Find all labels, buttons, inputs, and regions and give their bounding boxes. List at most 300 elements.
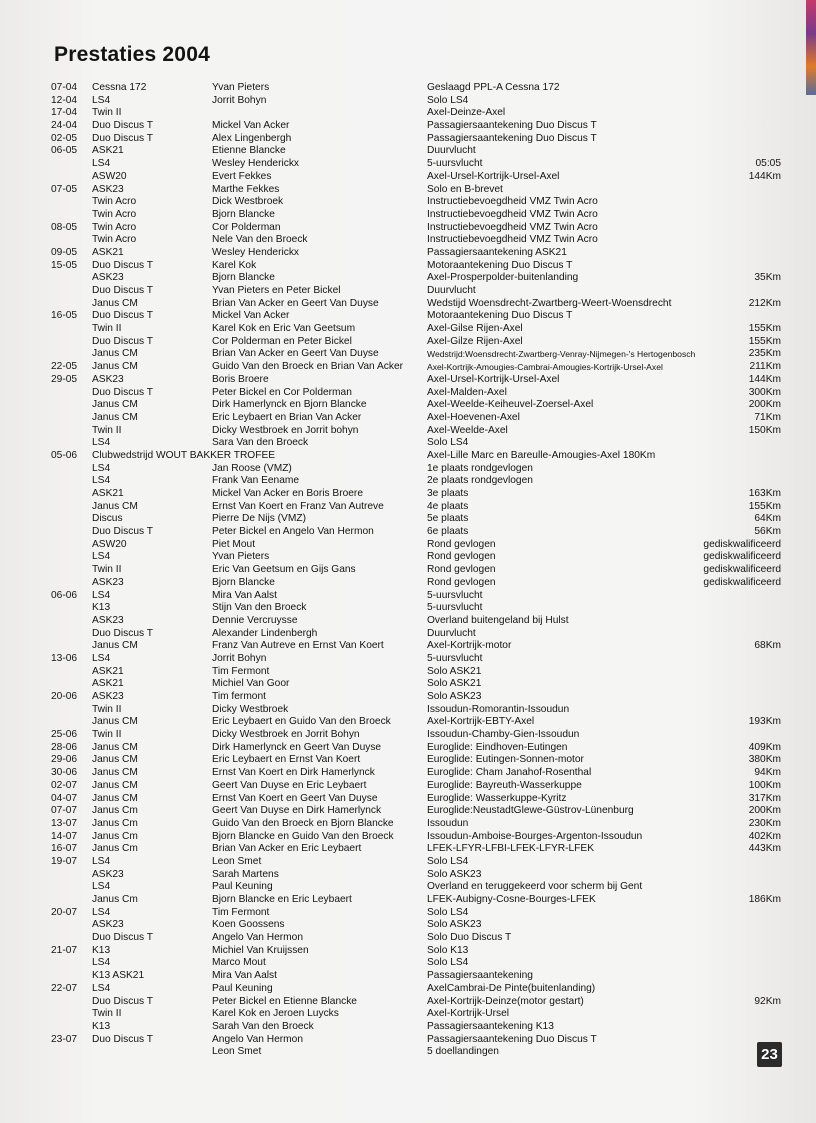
- table-row: [51, 907, 781, 920]
- table-row: [51, 463, 781, 476]
- row-aircraft: Duo Discus T: [92, 932, 153, 944]
- row-pilots: Angelo Van Hermon: [212, 932, 303, 944]
- row-remark: Wedstijd Woensdrecht-Zwartberg-Weert-Woensdrecht: [427, 297, 672, 309]
- row-aircraft: Janus CM: [92, 779, 138, 791]
- row-pilots: Stijn Van den Broeck: [212, 602, 307, 614]
- row-aircraft: Duo Discus T: [92, 627, 153, 639]
- row-date: 20-06: [51, 691, 78, 702]
- table-row: [51, 158, 781, 171]
- row-pilots: Cor Polderman: [212, 221, 281, 233]
- row-remark: 3e plaats: [427, 488, 469, 499]
- row-aircraft: ASW20: [92, 538, 127, 550]
- row-distance: 92Km: [754, 995, 781, 1007]
- table-row: [51, 590, 781, 603]
- table-row: [51, 818, 781, 831]
- row-aircraft: Janus CM: [92, 767, 138, 779]
- row-distance: 05:05: [755, 158, 781, 170]
- row-distance: 163Km: [748, 488, 781, 499]
- row-aircraft: LS4: [92, 551, 111, 563]
- row-pilots: Etienne Blancke: [212, 145, 286, 157]
- row-aircraft: Janus Cm: [92, 894, 138, 905]
- row-pilots: Sara Van den Broeck: [212, 437, 309, 449]
- row-remark: Solo ASK21: [427, 665, 482, 677]
- row-pilots: Karel Kok en Jeroen Luycks: [212, 1008, 339, 1020]
- row-remark: Euroglide: Cham Janahof-Rosenthal: [427, 767, 592, 779]
- row-remark: Axel-Ursel-Kortrijk-Ursel-Axel: [427, 170, 560, 182]
- row-pilots: Karel Kok en Eric Van Geetsum: [212, 323, 356, 335]
- row-aircraft: Duo Discus T: [92, 335, 153, 347]
- row-remark: Overland en teruggekeerd voor scherm bij Gent: [427, 881, 643, 893]
- row-remark: Duurvlucht: [427, 145, 476, 157]
- row-aircraft: Twin Acro: [92, 234, 137, 246]
- row-pilots: Wesley Henderickx: [212, 158, 300, 170]
- table-row: [51, 754, 781, 767]
- table-row: [51, 970, 781, 983]
- page-title: Prestaties 2004: [54, 43, 210, 66]
- row-remark: Passagiersaantekening ASK21: [427, 246, 567, 258]
- row-remark: 4e plaats: [427, 500, 469, 512]
- row-distance: 317Km: [748, 792, 781, 804]
- row-date: 14-07: [51, 830, 78, 842]
- row-remark: Axel-Deinze-Axel: [427, 107, 506, 119]
- row-pilots: Dirk Hamerlynck en Bjorn Blancke: [212, 399, 367, 411]
- table-row: [51, 412, 781, 425]
- row-pilots: Leon Smet: [212, 1046, 262, 1058]
- row-pilots: Guido Van den Broeck en Brian Van Acker: [212, 361, 404, 373]
- row-remark: Solo Duo Discus T: [427, 932, 512, 944]
- row-remark: Rond gevlogen: [427, 576, 496, 588]
- row-aircraft: Janus Cm: [92, 830, 138, 842]
- row-remark: LFEK-Aubigny-Cosne-Bourges-LFEK: [427, 894, 596, 905]
- row-remark: Axel-Malden-Axel: [427, 386, 507, 398]
- row-remark: Solo ASK23: [427, 919, 482, 931]
- table-row: [51, 577, 781, 590]
- row-remark: 5-uursvlucht: [427, 652, 483, 664]
- row-aircraft: ASK21: [92, 488, 124, 499]
- row-aircraft: Twin II: [92, 424, 122, 436]
- row-aircraft: ASK23: [92, 691, 124, 702]
- table-row: [51, 1008, 781, 1021]
- row-date: 05-06: [51, 449, 78, 461]
- row-aircraft: ASK23: [92, 272, 124, 284]
- row-pilots: Mickel Van Acker en Boris Broere: [212, 488, 363, 499]
- row-distance: 155Km: [748, 500, 781, 512]
- row-pilots: Dick Westbroek: [212, 196, 284, 208]
- row-aircraft: Twin II: [92, 1008, 122, 1020]
- row-aircraft: ASK23: [92, 614, 124, 626]
- row-pilots: Eric Leybaert en Brian Van Acker: [212, 411, 362, 423]
- row-date: 25-06: [51, 729, 78, 741]
- table-row: [51, 387, 781, 400]
- row-pilots: Geert Van Duyse en Dirk Hamerlynck: [212, 805, 382, 817]
- row-pilots: Bjorn Blancke: [212, 208, 275, 220]
- row-distance: 186Km: [748, 894, 781, 905]
- row-aircraft: LS4: [92, 158, 111, 170]
- row-pilots: Sarah Martens: [212, 868, 279, 880]
- row-remark: AxelCambrai-De Pinte(buitenlanding): [427, 982, 596, 994]
- row-pilots: Jan Roose (VMZ): [212, 462, 292, 474]
- row-pilots: Tim Fermont: [212, 665, 270, 677]
- row-aircraft: Duo Discus T: [92, 526, 153, 538]
- row-aircraft: ASK21: [92, 145, 124, 157]
- row-distance: 200Km: [748, 805, 781, 817]
- row-remark: Euroglide: Eindhoven-Eutingen: [427, 741, 568, 753]
- row-pilots: Peter Bickel en Etienne Blancke: [212, 995, 357, 1007]
- table-row: [51, 945, 781, 958]
- row-pilots: Bjorn Blancke en Guido Van den Broeck: [212, 830, 394, 842]
- row-aircraft: ASK23: [92, 373, 124, 385]
- row-distance: 71Km: [754, 411, 781, 423]
- row-remark: Euroglide: Bayreuth-Wasserkuppe: [427, 779, 582, 791]
- row-remark: Rond gevlogen: [427, 564, 496, 576]
- table-row: [51, 983, 781, 996]
- row-aircraft: LS4: [92, 855, 111, 867]
- row-date: 07-07: [51, 805, 78, 817]
- table-row: [51, 234, 781, 247]
- row-remark: Axel-Prosperpolder-buitenlanding: [427, 272, 579, 284]
- row-pilots: Guido Van den Broeck en Bjorn Blancke: [212, 817, 394, 829]
- row-aircraft: ASK21: [92, 678, 124, 690]
- row-remark: Rond gevlogen: [427, 538, 496, 550]
- row-date: 20-07: [51, 906, 78, 918]
- table-row: [51, 323, 781, 336]
- table-row: [51, 399, 781, 412]
- table-row: [51, 805, 781, 818]
- table-row: [51, 831, 781, 844]
- row-aircraft: Clubwedstrijd WOUT BAKKER TROFEE: [92, 449, 276, 461]
- table-row: [51, 894, 781, 907]
- row-aircraft: ASK23: [92, 919, 124, 931]
- table-row: [51, 1021, 781, 1034]
- row-date: 16-05: [51, 310, 78, 322]
- row-date: 22-07: [51, 982, 78, 994]
- table-row: [51, 475, 781, 488]
- row-distance: gediskwalificeerd: [703, 576, 781, 588]
- row-remark: 6e plaats: [427, 526, 469, 538]
- row-remark: Axel-Ursel-Kortrijk-Ursel-Axel: [427, 373, 560, 385]
- table-row: [51, 615, 781, 628]
- row-distance: 150Km: [748, 424, 781, 436]
- row-remark: Axel-Kortrijk-EBTY-Axel: [427, 716, 535, 728]
- row-aircraft: Twin II: [92, 703, 122, 715]
- table-row: [51, 716, 781, 729]
- row-remark: 5-uursvlucht: [427, 158, 483, 170]
- row-remark: Axel-Kortrijk-Deinze(motor gestart): [427, 995, 584, 1007]
- table-row: [51, 1046, 781, 1059]
- row-remark: Issoudun-Chamby-Gien-Issoudun: [427, 729, 580, 741]
- row-pilots: Franz Van Autreve en Ernst Van Koert: [212, 640, 384, 652]
- row-remark: Instructiebevoegdheid VMZ Twin Acro: [427, 234, 598, 246]
- row-pilots: Wesley Henderickx: [212, 246, 300, 258]
- table-row: [51, 222, 781, 235]
- row-date: 04-07: [51, 792, 78, 804]
- row-pilots: Brian Van Acker en Eric Leybaert: [212, 843, 362, 855]
- row-aircraft: Twin II: [92, 107, 122, 119]
- table-row: [51, 120, 781, 133]
- row-pilots: Dicky Westbroek: [212, 703, 289, 715]
- row-pilots: Mira Van Aalst: [212, 589, 277, 601]
- table-row: [51, 653, 781, 666]
- table-row: [51, 767, 781, 780]
- row-remark: Solo K13: [427, 944, 469, 956]
- row-date: 12-04: [51, 94, 78, 106]
- table-row: [51, 996, 781, 1009]
- row-remark: Motoraantekening Duo Discus T: [427, 259, 573, 271]
- row-date: 07-04: [51, 82, 78, 93]
- table-row: [51, 298, 781, 311]
- row-pilots: Brian Van Acker en Geert Van Duyse: [212, 348, 379, 360]
- row-aircraft: Duo Discus T: [92, 132, 153, 144]
- row-remark: Axel-Gilze Rijen-Axel: [427, 335, 523, 347]
- row-aircraft: Duo Discus T: [92, 259, 153, 271]
- row-date: 16-07: [51, 843, 78, 855]
- row-distance: 235Km: [748, 348, 781, 360]
- table-row: [51, 602, 781, 615]
- row-distance: 35Km: [754, 272, 781, 284]
- row-distance: 230Km: [748, 817, 781, 829]
- row-pilots: Paul Keuning: [212, 881, 273, 893]
- row-date: 29-06: [51, 754, 78, 766]
- row-pilots: Geert Van Duyse en Eric Leybaert: [212, 779, 367, 791]
- row-remark: Solo LS4: [427, 957, 469, 969]
- row-date: 23-07: [51, 1033, 78, 1045]
- table-row: [51, 501, 781, 514]
- row-distance: 200Km: [748, 399, 781, 411]
- table-row: [51, 133, 781, 146]
- row-aircraft: LS4: [92, 462, 111, 474]
- row-date: 06-05: [51, 145, 78, 157]
- row-aircraft: LS4: [92, 982, 111, 994]
- table-row: [51, 729, 781, 742]
- row-remark: Passagiersaantekening Duo Discus T: [427, 120, 597, 132]
- table-row: [51, 856, 781, 869]
- row-aircraft: Duo Discus T: [92, 386, 153, 398]
- row-date: 24-04: [51, 120, 78, 132]
- table-row: [51, 628, 781, 641]
- row-remark: Solo ASK21: [427, 678, 482, 690]
- row-aircraft: ASK21: [92, 246, 124, 258]
- table-row: [51, 666, 781, 679]
- table-row: [51, 247, 781, 260]
- row-remark: Duurvlucht: [427, 627, 476, 639]
- table-row: [51, 1034, 781, 1047]
- row-pilots: Peter Bickel en Angelo Van Hermon: [212, 526, 374, 538]
- row-remark: Issoudun-Amboise-Bourges-Argenton-Issoudun: [427, 830, 643, 842]
- row-pilots: Yvan Pieters: [212, 551, 270, 563]
- row-pilots: Ernst Van Koert en Franz Van Autreve: [212, 500, 384, 512]
- row-aircraft: K13: [92, 602, 111, 614]
- row-pilots: Leon Smet: [212, 855, 262, 867]
- row-remark: Solo ASK23: [427, 868, 482, 880]
- row-aircraft: ASK23: [92, 868, 124, 880]
- row-aircraft: LS4: [92, 881, 111, 893]
- row-pilots: Ernst Van Koert en Dirk Hamerlynck: [212, 767, 375, 779]
- row-pilots: Marco Mout: [212, 957, 266, 969]
- row-remark: 5-uursvlucht: [427, 602, 483, 614]
- row-remark: Axel-Kortrijk-Ursel: [427, 1008, 510, 1020]
- row-date: 09-05: [51, 246, 78, 258]
- row-remark: Issoudun-Romorantin-Issoudun: [427, 703, 570, 715]
- row-distance: 193Km: [748, 716, 781, 728]
- row-remark: Axel-Kortrijk-Amougies-Cambrai-Amougies-Kortrijk-Ursel-Axel: [427, 362, 663, 373]
- row-pilots: Bjorn Blancke en Eric Leybaert: [212, 894, 352, 905]
- row-remark: Solo LS4: [427, 94, 469, 106]
- row-aircraft: LS4: [92, 589, 111, 601]
- row-date: 02-07: [51, 779, 78, 791]
- row-pilots: Koen Goossens: [212, 919, 285, 931]
- table-row: [51, 780, 781, 793]
- row-aircraft: ASK21: [92, 665, 124, 677]
- row-pilots: Paul Keuning: [212, 982, 273, 994]
- row-date: 13-07: [51, 817, 78, 829]
- row-aircraft: ASK23: [92, 576, 124, 588]
- row-date: 13-06: [51, 652, 78, 664]
- table-row: [51, 95, 781, 108]
- row-aircraft: Janus CM: [92, 411, 138, 423]
- color-stripe: [806, 0, 816, 95]
- row-aircraft: Janus Cm: [92, 817, 138, 829]
- row-date: 15-05: [51, 259, 78, 271]
- table-row: [51, 260, 781, 273]
- row-aircraft: Twin II: [92, 729, 122, 741]
- row-remark: 2e plaats rondgevlogen: [427, 475, 533, 487]
- row-aircraft: Twin II: [92, 564, 122, 576]
- row-remark: Solo LS4: [427, 437, 469, 449]
- row-distance: 94Km: [754, 767, 781, 779]
- row-pilots: Dicky Westbroek en Jorrit Bohyn: [212, 729, 360, 741]
- row-aircraft: Twin Acro: [92, 196, 137, 208]
- page-number: 23: [757, 1042, 782, 1067]
- row-pilots: Alexander Lindenbergh: [212, 627, 318, 639]
- row-aircraft: Janus Cm: [92, 805, 138, 817]
- row-aircraft: Janus Cm: [92, 843, 138, 855]
- row-pilots: Brian Van Acker en Geert Van Duyse: [212, 297, 379, 309]
- row-aircraft: Janus CM: [92, 348, 138, 360]
- row-remark: Axel-Lille Marc en Bareulle-Amougies-Axel 180Km: [427, 449, 656, 461]
- row-distance: 100Km: [748, 779, 781, 791]
- row-remark: Axel-Gilse Rijen-Axel: [427, 323, 523, 335]
- row-distance: 409Km: [748, 741, 781, 753]
- row-pilots: Bjorn Blancke: [212, 272, 275, 284]
- row-pilots: Dirk Hamerlynck en Geert Van Duyse: [212, 741, 382, 753]
- row-aircraft: K13: [92, 944, 111, 956]
- row-aircraft: Duo Discus T: [92, 120, 153, 132]
- row-remark: Duurvlucht: [427, 285, 476, 296]
- row-pilots: Michiel Van Goor: [212, 678, 290, 690]
- table-row: [51, 488, 781, 501]
- row-distance: 211Km: [749, 361, 781, 373]
- row-aircraft: LS4: [92, 475, 111, 487]
- row-remark: Axel-Weelde-Keiheuvel-Zoersel-Axel: [427, 399, 594, 411]
- row-pilots: Bjorn Blancke: [212, 576, 275, 588]
- table-row: [51, 539, 781, 552]
- row-distance: 144Km: [748, 170, 781, 182]
- row-date: 06-06: [51, 589, 78, 601]
- row-distance: gediskwalificeerd: [703, 538, 781, 550]
- row-pilots: Evert Fekkes: [212, 170, 272, 182]
- table-row: [51, 869, 781, 882]
- table-row: [51, 425, 781, 438]
- row-date: 22-05: [51, 361, 78, 373]
- row-aircraft: Janus CM: [92, 399, 138, 411]
- row-pilots: Eric Van Geetsum en Gijs Gans: [212, 564, 356, 576]
- row-aircraft: Discus: [92, 513, 123, 525]
- row-distance: 380Km: [748, 754, 781, 766]
- row-remark: Instructiebevoegdheid VMZ Twin Acro: [427, 196, 598, 208]
- row-date: 17-04: [51, 107, 78, 119]
- row-remark: Instructiebevoegdheid VMZ Twin Acro: [427, 208, 598, 220]
- row-pilots: Mickel Van Acker: [212, 120, 290, 132]
- row-date: 28-06: [51, 741, 78, 753]
- row-aircraft: Janus CM: [92, 792, 138, 804]
- table-row: [51, 551, 781, 564]
- row-date: 08-05: [51, 221, 78, 233]
- row-pilots: Alex Lingenbergh: [212, 132, 292, 144]
- row-pilots: Piet Mout: [212, 538, 256, 550]
- table-row: [51, 793, 781, 806]
- row-remark: Solo LS4: [427, 855, 469, 867]
- table-row: [51, 513, 781, 526]
- row-date: 30-06: [51, 767, 78, 779]
- row-pilots: Dennie Vercruysse: [212, 614, 298, 626]
- table-row: [51, 704, 781, 717]
- row-date: 19-07: [51, 855, 78, 867]
- row-aircraft: Duo Discus T: [92, 310, 153, 322]
- row-distance: gediskwalificeerd: [703, 551, 781, 563]
- row-aircraft: Janus CM: [92, 640, 138, 652]
- row-distance: 155Km: [748, 335, 781, 347]
- row-distance: 443Km: [748, 843, 781, 855]
- row-pilots: Jorrit Bohyn: [212, 94, 267, 106]
- row-pilots: Tim fermont: [212, 691, 266, 702]
- row-date: 21-07: [51, 944, 78, 956]
- row-aircraft: Twin II: [92, 323, 122, 335]
- row-aircraft: ASW20: [92, 170, 127, 182]
- row-pilots: Mira Van Aalst: [212, 970, 277, 982]
- table-row: [51, 919, 781, 932]
- row-remark: Motoraantekening Duo Discus T: [427, 310, 573, 322]
- row-remark: 5-uursvlucht: [427, 589, 483, 601]
- row-pilots: Marthe Fekkes: [212, 183, 280, 195]
- row-aircraft: Janus CM: [92, 741, 138, 753]
- table-row: [51, 184, 781, 197]
- row-aircraft: K13: [92, 1020, 111, 1032]
- row-aircraft: Janus CM: [92, 716, 138, 728]
- table-row: [51, 843, 781, 856]
- row-remark: Axel-Kortrijk-motor: [427, 640, 512, 652]
- row-pilots: Ernst Van Koert en Geert Van Duyse: [212, 792, 378, 804]
- row-pilots: Yvan Pieters: [212, 82, 270, 93]
- row-aircraft: Janus CM: [92, 297, 138, 309]
- row-aircraft: K13 ASK21: [92, 970, 145, 982]
- row-aircraft: LS4: [92, 437, 111, 449]
- row-aircraft: Duo Discus T: [92, 995, 153, 1007]
- row-aircraft: ASK23: [92, 183, 124, 195]
- row-remark: Rond gevlogen: [427, 551, 496, 563]
- row-distance: 155Km: [748, 323, 781, 335]
- row-pilots: Sarah Van den Broeck: [212, 1020, 314, 1032]
- row-date: 29-05: [51, 373, 78, 385]
- row-aircraft: LS4: [92, 957, 111, 969]
- table-row: [51, 374, 781, 387]
- row-aircraft: Janus CM: [92, 754, 138, 766]
- table-row: [51, 336, 781, 349]
- row-aircraft: Cessna 172: [92, 82, 147, 93]
- row-pilots: Angelo Van Hermon: [212, 1033, 303, 1045]
- row-remark: Overland buitengeland bij Hulst: [427, 614, 569, 626]
- row-distance: gediskwalificeerd: [703, 564, 781, 576]
- row-pilots: Yvan Pieters en Peter Bickel: [212, 285, 341, 296]
